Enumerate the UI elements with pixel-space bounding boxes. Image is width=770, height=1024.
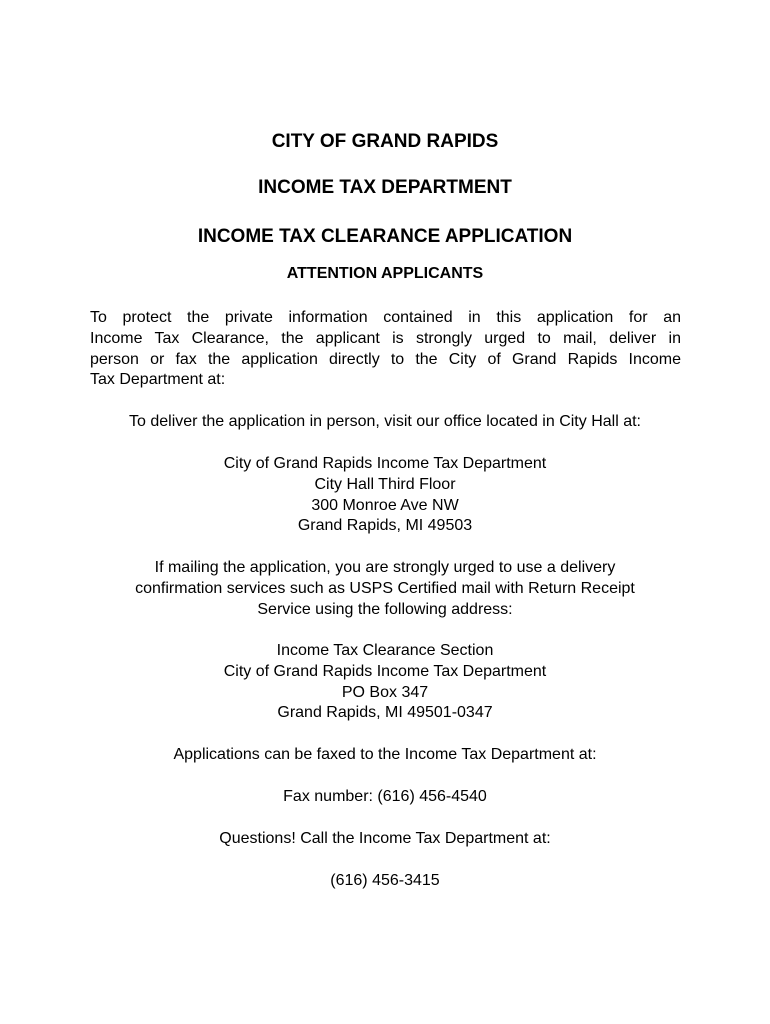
application-title: INCOME TAX CLEARANCE APPLICATION	[197, 226, 573, 247]
address-line: City Hall Third Floor	[314, 475, 456, 493]
mailing-address	[60, 641, 710, 724]
address-line: City of Grand Rapids Income Tax Department	[223, 662, 547, 680]
deliver-text: To deliver the application in person, visit our office located in City Hall at:	[129, 413, 641, 430]
address-line: Income Tax Clearance Section	[276, 642, 494, 659]
address-line: Grand Rapids, MI 49503	[297, 517, 473, 535]
intro-paragraph	[90, 308, 681, 391]
address-line: 300 Monroe Ave NW	[311, 496, 459, 514]
questions-text	[60, 829, 710, 850]
office-address	[60, 454, 710, 537]
fax-intro-text: Applications can be faxed to the Income Tax Department at:	[173, 746, 597, 763]
city-title: CITY OF GRAND RAPIDS	[271, 131, 499, 152]
intro-line: person or fax the application directly to the City of Grand Rapids Income	[90, 350, 681, 368]
fax-instructions	[60, 745, 710, 766]
address-line: Grand Rapids, MI 49501-0347	[277, 704, 493, 722]
intro-line: To protect the private information contained in this application for an	[90, 309, 681, 326]
mailing-line: confirmation services such as USPS Certified mail with Return Receipt	[135, 579, 635, 597]
deliver-instructions	[60, 412, 710, 433]
mailing-line: Service using the following address:	[257, 600, 513, 618]
intro-line: Tax Department at:	[90, 371, 226, 389]
department-title: INCOME TAX DEPARTMENT	[258, 177, 512, 198]
intro-line: Income Tax Clearance, the applicant is strongly urged to mail, deliver in	[90, 329, 681, 347]
phone-number-text: (616) 456-3415	[330, 872, 440, 889]
fax-number	[60, 787, 710, 808]
address-line: City of Grand Rapids Income Tax Department	[223, 455, 547, 472]
phone-number	[60, 871, 710, 892]
attention-heading: ATTENTION APPLICANTS	[286, 265, 484, 282]
fax-number-text: Fax number: (616) 456-4540	[283, 788, 487, 805]
questions-line: Questions! Call the Income Tax Department at:	[219, 830, 551, 847]
mailing-instructions	[60, 558, 710, 620]
mailing-line: If mailing the application, you are strongly urged to use a delivery	[154, 559, 616, 576]
address-line: PO Box 347	[341, 683, 429, 701]
